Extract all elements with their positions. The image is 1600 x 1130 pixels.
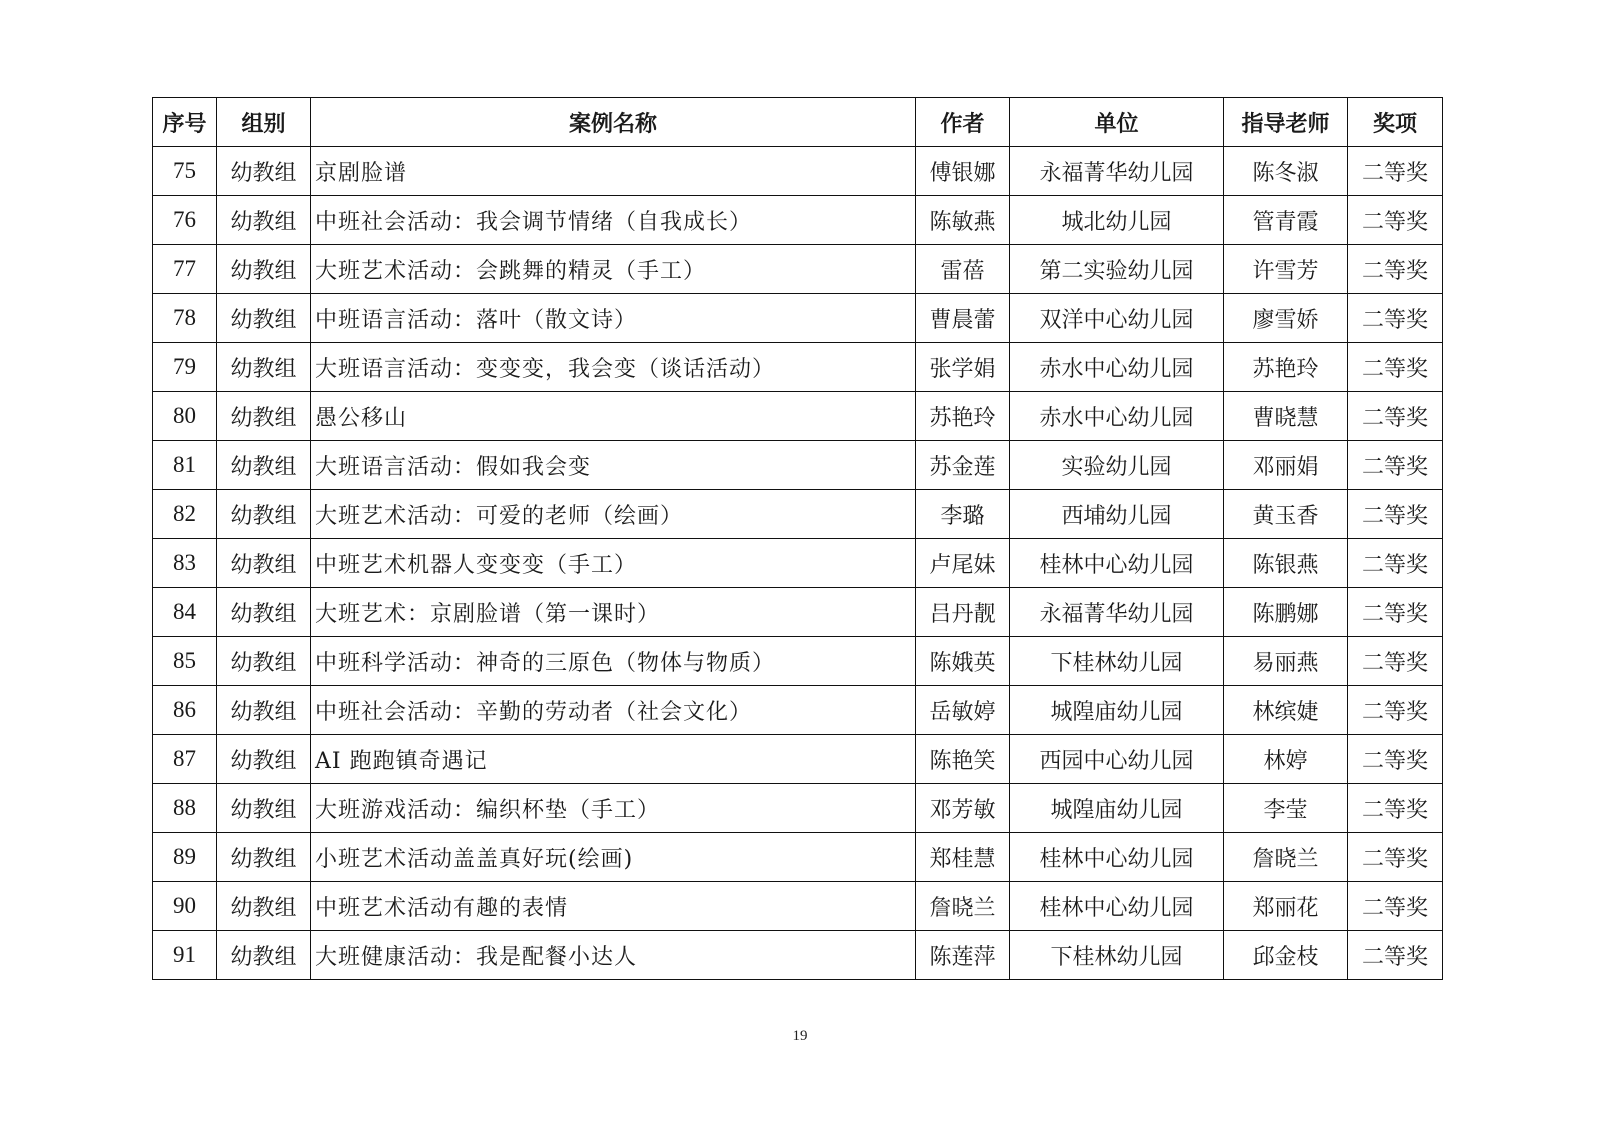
cell-index: 90 [153, 882, 217, 931]
cell-advisor: 林缤婕 [1224, 686, 1348, 735]
cell-unit: 赤水中心幼儿园 [1010, 343, 1224, 392]
cell-case-name: 大班艺术：京剧脸谱（第一课时） [311, 588, 916, 637]
cell-index: 78 [153, 294, 217, 343]
table-row [153, 294, 1443, 343]
col-header-author: 作者 [916, 98, 1010, 147]
cell-unit: 城隍庙幼儿园 [1010, 686, 1224, 735]
cell-group: 幼教组 [217, 637, 311, 686]
cell-unit: 赤水中心幼儿园 [1010, 392, 1224, 441]
cell-award: 二等奖 [1348, 931, 1443, 980]
col-header-unit: 单位 [1010, 98, 1224, 147]
table-body [153, 147, 1443, 980]
table-row [153, 490, 1443, 539]
cell-case-name: 大班艺术活动：会跳舞的精灵（手工） [311, 245, 916, 294]
cell-advisor: 郑丽花 [1224, 882, 1348, 931]
cell-case-name: 愚公移山 [311, 392, 916, 441]
cell-group: 幼教组 [217, 196, 311, 245]
cell-unit: 城北幼儿园 [1010, 196, 1224, 245]
cell-index: 85 [153, 637, 217, 686]
cell-unit: 第二实验幼儿园 [1010, 245, 1224, 294]
cell-award: 二等奖 [1348, 392, 1443, 441]
cell-case-name: 大班健康活动：我是配餐小达人 [311, 931, 916, 980]
cell-group: 幼教组 [217, 343, 311, 392]
cell-unit: 双洋中心幼儿园 [1010, 294, 1224, 343]
col-header-index: 序号 [153, 98, 217, 147]
cell-unit: 实验幼儿园 [1010, 441, 1224, 490]
cell-case-name: AI 跑跑镇奇遇记 [311, 735, 916, 784]
cell-author: 张学娟 [916, 343, 1010, 392]
cell-index: 81 [153, 441, 217, 490]
cell-group: 幼教组 [217, 735, 311, 784]
cell-author: 李璐 [916, 490, 1010, 539]
table-row [153, 343, 1443, 392]
cell-case-name: 大班语言活动：假如我会变 [311, 441, 916, 490]
cell-case-name: 大班游戏活动：编织杯垫（手工） [311, 784, 916, 833]
table-row [153, 735, 1443, 784]
cell-advisor: 陈鹏娜 [1224, 588, 1348, 637]
cell-author: 陈敏燕 [916, 196, 1010, 245]
col-header-award: 奖项 [1348, 98, 1443, 147]
table-header [153, 98, 1443, 147]
cell-advisor: 陈银燕 [1224, 539, 1348, 588]
cell-index: 77 [153, 245, 217, 294]
cell-award: 二等奖 [1348, 294, 1443, 343]
table-row [153, 196, 1443, 245]
cell-author: 苏艳玲 [916, 392, 1010, 441]
cell-award: 二等奖 [1348, 490, 1443, 539]
cell-advisor: 邓丽娟 [1224, 441, 1348, 490]
cell-award: 二等奖 [1348, 441, 1443, 490]
cell-case-name: 中班艺术机器人变变变（手工） [311, 539, 916, 588]
cell-group: 幼教组 [217, 931, 311, 980]
cell-award: 二等奖 [1348, 637, 1443, 686]
cell-case-name: 中班社会活动：辛勤的劳动者（社会文化） [311, 686, 916, 735]
cell-advisor: 陈冬淑 [1224, 147, 1348, 196]
cell-unit: 城隍庙幼儿园 [1010, 784, 1224, 833]
table-row [153, 245, 1443, 294]
cell-case-name: 中班艺术活动有趣的表情 [311, 882, 916, 931]
cell-unit: 下桂林幼儿园 [1010, 931, 1224, 980]
cell-index: 89 [153, 833, 217, 882]
cell-award: 二等奖 [1348, 833, 1443, 882]
table-row [153, 686, 1443, 735]
cell-author: 陈莲萍 [916, 931, 1010, 980]
cell-award: 二等奖 [1348, 245, 1443, 294]
cell-group: 幼教组 [217, 588, 311, 637]
cell-award: 二等奖 [1348, 686, 1443, 735]
cell-advisor: 林婷 [1224, 735, 1348, 784]
cell-case-name: 小班艺术活动盖盖真好玩(绘画) [311, 833, 916, 882]
cell-index: 79 [153, 343, 217, 392]
cell-unit: 永福菁华幼儿园 [1010, 147, 1224, 196]
cell-group: 幼教组 [217, 392, 311, 441]
cell-unit: 桂林中心幼儿园 [1010, 833, 1224, 882]
cell-author: 岳敏婷 [916, 686, 1010, 735]
cell-author: 曹晨蕾 [916, 294, 1010, 343]
cell-group: 幼教组 [217, 784, 311, 833]
cell-advisor: 曹晓慧 [1224, 392, 1348, 441]
cell-unit: 西园中心幼儿园 [1010, 735, 1224, 784]
cell-advisor: 黄玉香 [1224, 490, 1348, 539]
table-row [153, 882, 1443, 931]
cell-author: 雷蓓 [916, 245, 1010, 294]
cell-index: 84 [153, 588, 217, 637]
cell-author: 傅银娜 [916, 147, 1010, 196]
cell-case-name: 中班科学活动：神奇的三原色（物体与物质） [311, 637, 916, 686]
cell-award: 二等奖 [1348, 196, 1443, 245]
cell-case-name: 京剧脸谱 [311, 147, 916, 196]
award-table [152, 97, 1443, 980]
table-row [153, 147, 1443, 196]
cell-advisor: 苏艳玲 [1224, 343, 1348, 392]
table-row [153, 588, 1443, 637]
cell-index: 91 [153, 931, 217, 980]
cell-unit: 下桂林幼儿园 [1010, 637, 1224, 686]
cell-index: 75 [153, 147, 217, 196]
table-row [153, 833, 1443, 882]
header-row [153, 98, 1443, 147]
cell-advisor: 易丽燕 [1224, 637, 1348, 686]
cell-group: 幼教组 [217, 882, 311, 931]
cell-author: 邓芳敏 [916, 784, 1010, 833]
cell-group: 幼教组 [217, 490, 311, 539]
table-row [153, 637, 1443, 686]
table-row [153, 539, 1443, 588]
cell-advisor: 詹晓兰 [1224, 833, 1348, 882]
cell-award: 二等奖 [1348, 784, 1443, 833]
cell-index: 88 [153, 784, 217, 833]
cell-group: 幼教组 [217, 294, 311, 343]
col-header-group: 组别 [217, 98, 311, 147]
cell-index: 76 [153, 196, 217, 245]
cell-group: 幼教组 [217, 833, 311, 882]
cell-author: 郑桂慧 [916, 833, 1010, 882]
table-row [153, 784, 1443, 833]
col-header-advisor: 指导老师 [1224, 98, 1348, 147]
cell-advisor: 李莹 [1224, 784, 1348, 833]
cell-author: 吕丹靓 [916, 588, 1010, 637]
table-row [153, 392, 1443, 441]
cell-author: 詹晓兰 [916, 882, 1010, 931]
cell-award: 二等奖 [1348, 147, 1443, 196]
cell-advisor: 廖雪娇 [1224, 294, 1348, 343]
cell-unit: 桂林中心幼儿园 [1010, 882, 1224, 931]
cell-case-name: 中班社会活动：我会调节情绪（自我成长） [311, 196, 916, 245]
cell-author: 苏金莲 [916, 441, 1010, 490]
cell-advisor: 许雪芳 [1224, 245, 1348, 294]
cell-author: 陈娥英 [916, 637, 1010, 686]
cell-group: 幼教组 [217, 539, 311, 588]
cell-unit: 永福菁华幼儿园 [1010, 588, 1224, 637]
cell-award: 二等奖 [1348, 588, 1443, 637]
cell-author: 卢尾妹 [916, 539, 1010, 588]
cell-award: 二等奖 [1348, 343, 1443, 392]
cell-group: 幼教组 [217, 245, 311, 294]
cell-case-name: 大班艺术活动：可爱的老师（绘画） [311, 490, 916, 539]
table-row [153, 931, 1443, 980]
cell-advisor: 管青霞 [1224, 196, 1348, 245]
cell-index: 86 [153, 686, 217, 735]
page-number: 19 [792, 1028, 808, 1044]
cell-award: 二等奖 [1348, 735, 1443, 784]
cell-advisor: 邱金枝 [1224, 931, 1348, 980]
cell-group: 幼教组 [217, 147, 311, 196]
cell-group: 幼教组 [217, 686, 311, 735]
cell-group: 幼教组 [217, 441, 311, 490]
table-row [153, 441, 1443, 490]
cell-index: 80 [153, 392, 217, 441]
cell-award: 二等奖 [1348, 539, 1443, 588]
cell-unit: 桂林中心幼儿园 [1010, 539, 1224, 588]
cell-index: 82 [153, 490, 217, 539]
cell-author: 陈艳笑 [916, 735, 1010, 784]
cell-index: 87 [153, 735, 217, 784]
cell-index: 83 [153, 539, 217, 588]
cell-case-name: 中班语言活动：落叶（散文诗） [311, 294, 916, 343]
cell-award: 二等奖 [1348, 882, 1443, 931]
cell-unit: 西埔幼儿园 [1010, 490, 1224, 539]
col-header-case-name: 案例名称 [311, 98, 916, 147]
cell-case-name: 大班语言活动：变变变，我会变（谈话活动） [311, 343, 916, 392]
